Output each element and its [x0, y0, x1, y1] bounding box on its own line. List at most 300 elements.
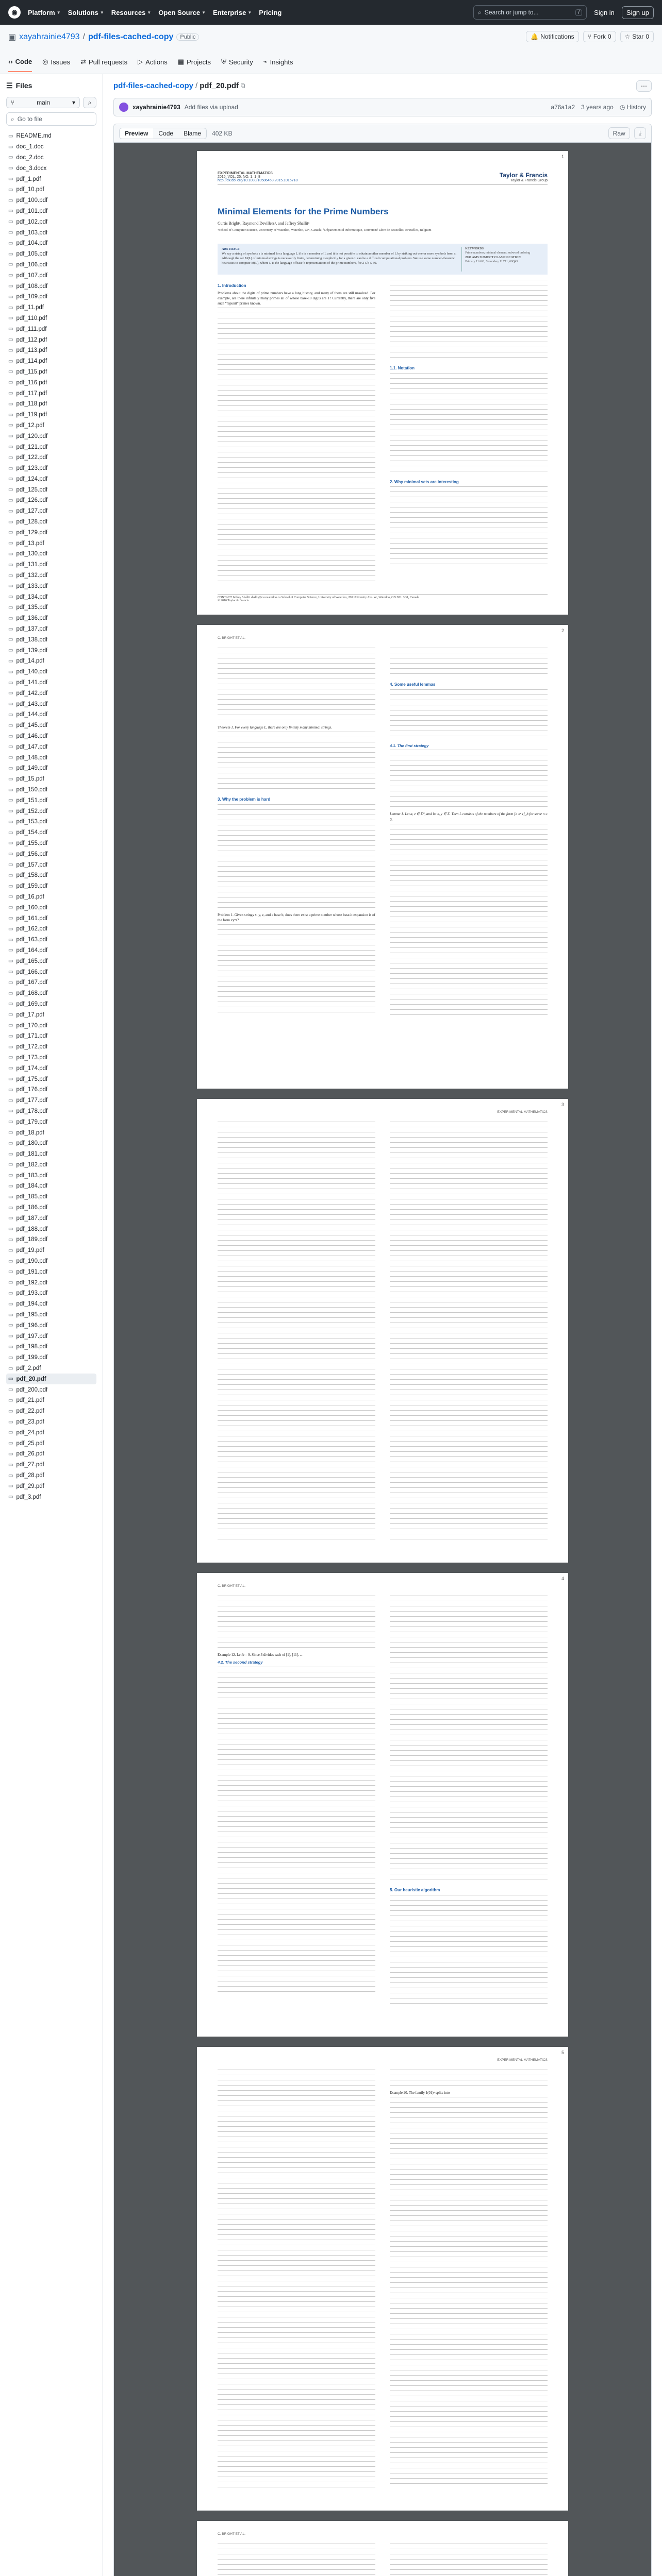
file-tree-item[interactable] [6, 324, 96, 334]
file-tree-item[interactable] [6, 1481, 96, 1492]
file-name: pdf_161.pdf [16, 915, 48, 922]
file-tree-item[interactable] [6, 1460, 96, 1470]
file-tree-item[interactable] [6, 527, 96, 538]
file-tree-item[interactable] [6, 859, 96, 870]
file-tree-item[interactable] [6, 913, 96, 924]
file-name: pdf_145.pdf [16, 722, 48, 729]
file-tree-item[interactable] [6, 945, 96, 956]
play-icon: ▷ [138, 58, 143, 65]
file-tree-item[interactable] [6, 956, 96, 967]
file-name: doc_1.doc [16, 144, 44, 150]
file-tree-item[interactable] [6, 367, 96, 378]
file-name: pdf_137.pdf [16, 626, 48, 633]
file-name: pdf_132.pdf [16, 572, 48, 579]
file-name: pdf_139.pdf [16, 647, 48, 654]
file-tree-item[interactable] [6, 1449, 96, 1460]
file-tree-item[interactable] [6, 495, 96, 506]
text-lines [390, 280, 548, 362]
file-tree-item[interactable] [6, 388, 96, 399]
file-tree-item[interactable] [6, 1277, 96, 1288]
file-icon: ▭ [8, 765, 13, 771]
star-icon: ☆ [624, 33, 631, 40]
file-tree-item[interactable] [6, 656, 96, 667]
file-tree-item[interactable] [6, 1288, 96, 1299]
section-heading: 3. Why the problem is hard [218, 797, 271, 802]
file-name: pdf_15.pdf [16, 776, 44, 783]
file-size: 402 KB [212, 129, 233, 137]
file-name: pdf_28.pdf [16, 1472, 44, 1479]
blame-tab[interactable]: Blame [184, 129, 202, 137]
file-tree-item[interactable] [6, 1202, 96, 1213]
sign-in-link[interactable]: Sign in [594, 8, 615, 16]
file-tree-item[interactable] [6, 1181, 96, 1192]
file-icon: ▭ [8, 1344, 13, 1350]
file-tree-item[interactable] [6, 1127, 96, 1138]
file-tree-item[interactable] [6, 1256, 96, 1267]
file-icon: ▭ [8, 1151, 13, 1157]
text-lines [390, 486, 548, 569]
file-icon: ▭ [8, 508, 13, 514]
file-tree-item[interactable] [6, 720, 96, 731]
file-icon: ▭ [8, 1001, 13, 1007]
file-tree-item[interactable] [6, 849, 96, 859]
file-tree-item[interactable] [6, 399, 96, 410]
text-lines [218, 648, 375, 725]
commit-author[interactable]: xayahrainie4793 [133, 104, 180, 111]
file-tree-item[interactable] [6, 184, 96, 195]
repo-owner-link[interactable]: xayahrainie4793 [19, 32, 80, 41]
pdf-page-4 [197, 1573, 568, 2037]
tab-security[interactable] [221, 52, 253, 72]
pull-request-icon: ⇄ [80, 58, 86, 65]
file-icon: ▭ [8, 369, 13, 375]
file-icon: ▭ [8, 958, 13, 964]
search-icon: ⌕ [88, 98, 92, 106]
file-name: pdf_146.pdf [16, 733, 48, 740]
star-button[interactable] [620, 31, 654, 42]
file-tree-item[interactable] [6, 752, 96, 763]
file-tree-item[interactable] [6, 1149, 96, 1160]
running-header [218, 636, 548, 640]
file-tree-item[interactable] [6, 763, 96, 774]
file-tree-item[interactable] [6, 238, 96, 249]
file-tree-item[interactable] [6, 206, 96, 217]
file-tree-item[interactable] [6, 1320, 96, 1331]
file-tree-item[interactable] [6, 1095, 96, 1106]
file-tree-item[interactable] [6, 817, 96, 827]
file-tree-item[interactable] [6, 1192, 96, 1202]
file-tree-item[interactable] [6, 1009, 96, 1020]
file-icon: ▭ [8, 572, 13, 579]
github-logo-icon[interactable]: ◉ [8, 6, 21, 19]
branch-icon: ⑂ [11, 99, 15, 106]
file-tree-item[interactable] [6, 1363, 96, 1374]
file-tree-item[interactable] [6, 795, 96, 806]
file-icon: ▭ [8, 1194, 13, 1200]
text-lines [218, 2544, 375, 2576]
doi-link[interactable]: http://dx.doi.org/10.1080/10586458.2015.1015718 [218, 179, 298, 182]
global-search-input[interactable] [473, 5, 587, 20]
preview-tab[interactable]: Preview [120, 128, 153, 139]
file-name: pdf_26.pdf [16, 1451, 44, 1458]
file-icon: ▭ [8, 840, 13, 846]
file-name: pdf_141.pdf [16, 680, 48, 686]
file-tree-item[interactable] [6, 131, 96, 142]
file-tree-item[interactable] [6, 870, 96, 881]
avatar[interactable] [119, 103, 128, 112]
file-name: pdf_131.pdf [16, 562, 48, 568]
file-name: pdf_163.pdf [16, 937, 48, 943]
file-tree-item[interactable] [6, 645, 96, 656]
file-icon: ▭ [8, 465, 13, 471]
file-name: pdf_138.pdf [16, 636, 48, 643]
repo-name-link[interactable]: pdf-files-cached-copy [88, 32, 174, 41]
file-icon: ▭ [8, 1472, 13, 1479]
nav-enterprise[interactable] [213, 9, 252, 16]
sidebar-collapse-icon[interactable]: ☰ [6, 81, 13, 90]
file-icon: ▭ [8, 905, 13, 911]
nav-label: Pricing [259, 8, 282, 16]
file-tree-item[interactable] [6, 731, 96, 742]
copy-path-icon[interactable]: ⧉ [241, 82, 245, 89]
text-lines [390, 1596, 548, 1884]
file-tree-item[interactable] [6, 602, 96, 613]
file-tree-item[interactable] [6, 1074, 96, 1084]
file-tree-item[interactable] [6, 216, 96, 227]
file-tree-item[interactable] [6, 634, 96, 645]
tab-projects[interactable] [178, 52, 211, 72]
file-tree-item[interactable] [6, 581, 96, 591]
nav-resources[interactable] [111, 9, 151, 16]
file-name: pdf_134.pdf [16, 594, 48, 600]
keywords-text: Prime numbers; minimal element; subword ordering [465, 251, 531, 255]
file-name: pdf_198.pdf [16, 1344, 48, 1350]
file-icon: ▭ [8, 1451, 13, 1457]
file-tree-item[interactable] [6, 613, 96, 624]
file-tree-item[interactable] [6, 699, 96, 709]
text-lines [218, 804, 375, 912]
file-name: pdf_2.pdf [16, 1365, 41, 1372]
file-tree-item[interactable] [6, 292, 96, 302]
file-tree-item[interactable] [6, 741, 96, 752]
file-tree-item[interactable] [6, 410, 96, 420]
tab-label: Actions [145, 58, 168, 66]
file-icon: ▭ [8, 1119, 13, 1125]
file-icon: ▭ [8, 165, 13, 172]
file-tree-item[interactable] [6, 334, 96, 345]
file-tree-item[interactable] [6, 1224, 96, 1234]
file-tree-item[interactable] [6, 163, 96, 174]
text-lines [390, 2544, 548, 2576]
file-tree-item[interactable] [6, 377, 96, 388]
nav-pricing[interactable] [259, 9, 282, 16]
graph-icon: ⌁ [263, 58, 268, 65]
repo-title [8, 32, 199, 42]
file-tree-item[interactable] [6, 570, 96, 581]
file-name: pdf_115.pdf [16, 368, 47, 375]
file-tree-item[interactable] [6, 935, 96, 945]
file-tree-item[interactable] [6, 709, 96, 720]
file-name: pdf_140.pdf [16, 669, 48, 675]
file-icon: ▭ [8, 808, 13, 815]
file-tree-item[interactable] [6, 517, 96, 528]
file-tree-item[interactable] [6, 549, 96, 560]
file-name: pdf_123.pdf [16, 465, 48, 472]
file-name: pdf_172.pdf [16, 1044, 48, 1050]
file-tree-item[interactable] [6, 484, 96, 495]
text-lines [218, 732, 375, 793]
file-tree-item[interactable] [6, 667, 96, 677]
file-tree-item[interactable] [6, 988, 96, 999]
file-icon: ▭ [8, 1483, 13, 1489]
file-name: pdf_14.pdf [16, 658, 44, 665]
tab-code[interactable] [8, 52, 32, 72]
file-name: pdf_149.pdf [16, 765, 48, 772]
page6-col-left [218, 2544, 375, 2576]
text-lines [390, 1122, 548, 1544]
journal-header [218, 172, 548, 185]
file-name: pdf_171.pdf [16, 1033, 48, 1040]
file-tree-item[interactable] [6, 270, 96, 281]
file-name: pdf_144.pdf [16, 711, 48, 718]
file-tree-item[interactable] [6, 420, 96, 431]
file-tree-item[interactable] [6, 1395, 96, 1406]
file-tree-item[interactable] [6, 838, 96, 849]
file-tree-item[interactable] [6, 677, 96, 688]
commit-message[interactable]: Add files via upload [184, 104, 238, 111]
branch-name: main [37, 99, 51, 106]
section-heading: 2. Why minimal sets are interesting [390, 479, 459, 484]
file-icon: ▭ [8, 733, 13, 739]
file-icon: ▭ [8, 283, 13, 290]
history-link[interactable] [620, 104, 646, 111]
file-tree-item[interactable] [6, 1053, 96, 1063]
file-tree-item[interactable] [6, 1234, 96, 1245]
file-name: pdf_126.pdf [16, 497, 48, 504]
notifications-button[interactable] [526, 31, 578, 42]
file-icon: ▭ [8, 1397, 13, 1403]
file-name: pdf_194.pdf [16, 1301, 48, 1308]
file-tree-item[interactable] [6, 227, 96, 238]
file-tree-item[interactable] [6, 1417, 96, 1428]
file-icon: ▭ [8, 1140, 13, 1146]
file-tree-item[interactable] [6, 195, 96, 206]
tab-insights[interactable] [263, 52, 293, 72]
file-icon: ▭ [8, 669, 13, 675]
file-icon: ▭ [8, 1333, 13, 1340]
file-tree-item[interactable] [6, 785, 96, 795]
file-name: pdf_164.pdf [16, 947, 48, 954]
file-tree-item[interactable] [6, 1063, 96, 1074]
commit-sha[interactable]: a76a1a2 [551, 104, 575, 111]
file-icon: ▭ [8, 744, 13, 750]
file-tree-item[interactable] [6, 1438, 96, 1449]
file-tree-item[interactable] [6, 1384, 96, 1395]
file-tree-item[interactable] [6, 1342, 96, 1352]
tab-pull-requests[interactable] [80, 52, 127, 72]
file-tree-item[interactable] [6, 1170, 96, 1181]
pdf-render-area[interactable] [114, 143, 651, 2576]
tab-issues[interactable] [42, 52, 70, 72]
download-button[interactable] [634, 127, 646, 139]
article-authors: Curtis Brightᵃ, Raymond Devillersᵇ, and Jeffrey Shallitᵃ [218, 221, 309, 226]
file-tree-item[interactable] [6, 463, 96, 474]
file-tree-item[interactable] [6, 1245, 96, 1256]
file-name: pdf_12.pdf [16, 422, 44, 429]
file-tree-item[interactable] [6, 977, 96, 988]
file-tree-item[interactable] [6, 1310, 96, 1320]
raw-button[interactable]: Raw [608, 127, 630, 139]
go-to-file-input[interactable] [6, 112, 96, 126]
file-tree-item[interactable] [6, 1020, 96, 1031]
notifications-label: Notifications [540, 33, 574, 40]
file-tree-item[interactable] [6, 474, 96, 485]
file-icon: ▭ [8, 1387, 13, 1393]
file-tree-item[interactable] [6, 1160, 96, 1171]
file-name: pdf_155.pdf [16, 840, 48, 846]
file-icon: ▭ [8, 1226, 13, 1232]
publisher-sub: Taylor & Francis Group [510, 179, 548, 182]
file-tree-item[interactable] [6, 902, 96, 913]
file-tree-item[interactable] [6, 152, 96, 163]
file-icon: ▭ [8, 1044, 13, 1050]
file-tree-item[interactable] [6, 249, 96, 260]
kebab-icon: ⋯ [641, 82, 647, 90]
file-name: pdf_133.pdf [16, 583, 48, 589]
file-tree-item[interactable] [6, 452, 96, 463]
file-tree-item[interactable] [6, 538, 96, 549]
keywords-box [461, 247, 543, 272]
issues-icon: ◎ [42, 58, 48, 65]
file-icon: ▭ [8, 937, 13, 943]
file-tree-item[interactable] [6, 560, 96, 570]
file-tree-item[interactable] [6, 1266, 96, 1277]
branch-select[interactable] [6, 97, 80, 108]
file-name: pdf_142.pdf [16, 690, 48, 697]
file-tree-item[interactable] [6, 1138, 96, 1149]
file-name: pdf_121.pdf [16, 444, 48, 450]
nav-platform[interactable] [28, 9, 61, 16]
file-name: pdf_113.pdf [16, 347, 47, 354]
file-icon: ▭ [8, 380, 13, 386]
file-icon: ▭ [8, 1462, 13, 1468]
section-heading: 1. Introduction [218, 283, 246, 288]
running-header [218, 1584, 548, 1588]
file-icon: ▭ [8, 1494, 13, 1500]
file-tree-item[interactable] [6, 591, 96, 602]
file-tree-item[interactable] [6, 806, 96, 817]
file-tree-item[interactable] [6, 506, 96, 517]
file-name: pdf_185.pdf [16, 1194, 48, 1200]
file-icon: ▭ [8, 337, 13, 343]
page3-col-right [390, 1122, 548, 1544]
file-name: pdf_186.pdf [16, 1205, 48, 1211]
chevron-down-icon: ▼ [202, 10, 206, 15]
file-tree-item[interactable] [6, 281, 96, 292]
clock-icon: ◷ [619, 104, 627, 111]
file-icon: ▭ [8, 358, 13, 364]
file-tree-item[interactable] [6, 881, 96, 892]
file-tree-item[interactable] [6, 313, 96, 324]
file-tree-item[interactable] [6, 1213, 96, 1224]
file-icon: ▭ [8, 208, 13, 214]
search-files-button[interactable] [83, 97, 96, 108]
file-tree-item[interactable] [6, 892, 96, 903]
file-icon: ▭ [8, 701, 13, 707]
file-tree-item[interactable] [6, 1116, 96, 1127]
file-tree-item[interactable] [6, 774, 96, 785]
file-name: pdf_17.pdf [16, 1011, 44, 1018]
file-tree-item[interactable] [6, 999, 96, 1010]
file-tree-item[interactable] [6, 1492, 96, 1502]
file-name: pdf_156.pdf [16, 851, 48, 857]
page4-col-right [390, 1596, 548, 2008]
file-tree-item[interactable] [6, 302, 96, 313]
more-options-button[interactable] [636, 80, 652, 92]
file-name: pdf_124.pdf [16, 476, 48, 482]
repo-title-separator: / [82, 32, 85, 41]
file-tree-item[interactable] [6, 431, 96, 442]
file-name: pdf_183.pdf [16, 1172, 48, 1179]
pdf-page-2 [197, 625, 568, 1089]
nav-solutions[interactable] [68, 9, 104, 16]
file-tree-item[interactable] [6, 345, 96, 356]
sign-up-button[interactable]: Sign up [622, 6, 654, 19]
file-tree-item[interactable] [6, 624, 96, 635]
file-name: pdf_111.pdf [16, 326, 47, 332]
file-icon: ▭ [8, 454, 13, 461]
file-tree-item[interactable] [6, 174, 96, 184]
nav-open-source[interactable] [158, 9, 206, 16]
file-icon: ▭ [8, 658, 13, 664]
chevron-down-icon: ▼ [247, 10, 252, 15]
file-tree-item[interactable] [6, 1299, 96, 1310]
file-tree-item[interactable] [6, 356, 96, 367]
file-tree-item[interactable] [6, 924, 96, 935]
tab-actions[interactable] [138, 52, 168, 72]
file-name: pdf_153.pdf [16, 819, 48, 825]
file-icon: ▭ [8, 1258, 13, 1264]
file-name: pdf_173.pdf [16, 1054, 48, 1061]
file-name: pdf_169.pdf [16, 1001, 48, 1007]
file-tree-item[interactable] [6, 1406, 96, 1417]
file-tree-item[interactable] [6, 1352, 96, 1363]
file-tree-item[interactable] [6, 967, 96, 977]
file-tree-item[interactable] [6, 1427, 96, 1438]
code-tab[interactable]: Code [158, 129, 174, 137]
file-tree-item[interactable] [6, 1084, 96, 1095]
nav-label: Enterprise [213, 8, 246, 16]
file-name: pdf_168.pdf [16, 990, 48, 997]
file-tree-item[interactable] [6, 1331, 96, 1342]
file-tree-item[interactable] [6, 1374, 96, 1384]
fork-button[interactable] [583, 31, 616, 42]
file-tree-item[interactable] [6, 1470, 96, 1481]
viewer-toolbar [114, 124, 651, 143]
article-affiliations: ᵃSchool of Computer Science, University of Waterloo, Waterloo, ON, Canada; ᵇDépartement d'Informatique, Université Libre de Bruxelles, Bruxelles, Belgium [218, 228, 432, 232]
copyright-text: © 2016 Taylor & Francis [218, 599, 249, 602]
file-tree-item[interactable] [6, 142, 96, 152]
download-icon: ⤓ [638, 129, 641, 137]
file-tree-item[interactable] [6, 260, 96, 270]
file-tree-item[interactable] [6, 1106, 96, 1117]
file-tree-item[interactable] [6, 1031, 96, 1042]
file-tree-item[interactable] [6, 442, 96, 452]
file-tree-item[interactable] [6, 1042, 96, 1053]
breadcrumb-repo-link[interactable]: pdf-files-cached-copy [113, 81, 194, 90]
file-tree-item[interactable] [6, 688, 96, 699]
file-tree-item[interactable] [6, 827, 96, 838]
